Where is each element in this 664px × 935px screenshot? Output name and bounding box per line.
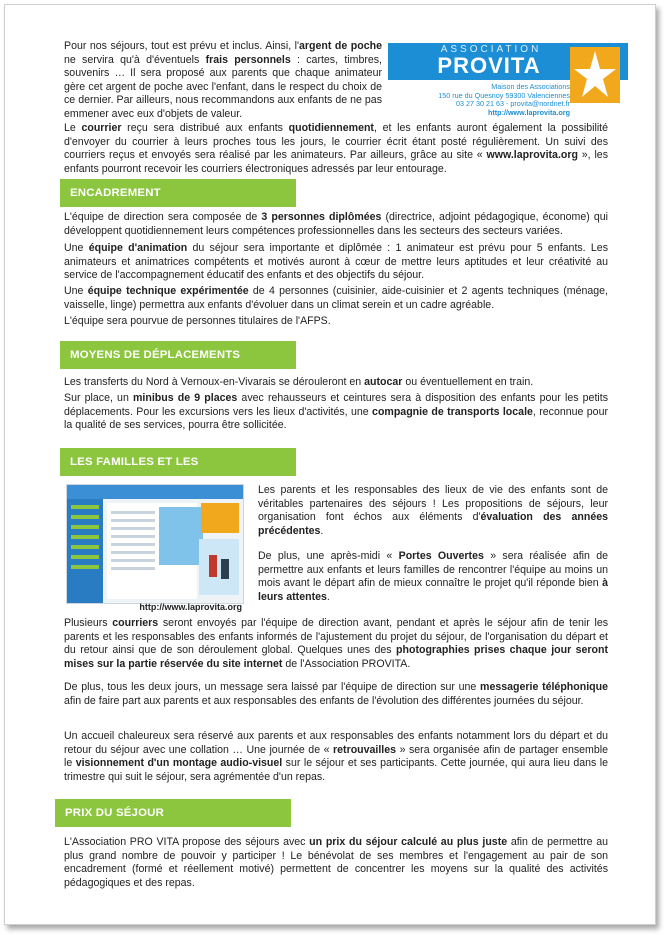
skier-figure <box>221 559 229 579</box>
bold-text: retrouvailles <box>333 743 397 756</box>
deplacements-paragraph-2: Sur place, un minibus de 9 places avec rehausseurs et ceintures sera à disposition des enfants pour les petits déplacements. Pour les excursions vers les lieux d'activités, une compagnie de transports locale, reconnue pour la qualité de ses services, pourra être sollicitée. <box>64 392 608 432</box>
bold-text: argent de poche <box>299 40 382 52</box>
screenshot-photo <box>201 503 239 533</box>
bold-text: courrier <box>81 122 122 134</box>
bold-text: www.laprovita.org <box>486 149 578 162</box>
bold-text: autocar <box>364 376 403 388</box>
deplacements-paragraph-1: Les transferts du Nord à Vernoux-en-Vivarais se dérouleront en autocar ou éventuellement en train. <box>64 376 534 388</box>
bold-text: visionnement d'un montage audio-visuel <box>75 757 283 770</box>
logo-website: http://www.laprovita.org <box>488 107 570 117</box>
bold-text: équipe d'animation <box>88 242 188 254</box>
logo-address-line: 150 rue du Quesnoy 59300 Valenciennes <box>438 90 570 100</box>
logo-address <box>388 83 570 117</box>
screenshot-text-lines <box>111 511 155 575</box>
screenshot-ski-photo <box>199 539 239 595</box>
bold-text: évaluation des années précédentes <box>258 511 609 537</box>
screenshot-topbar <box>67 485 243 499</box>
encadrement-paragraph-4: L'équipe sera pourvue de personnes titulaires de l'AFPS. <box>64 315 331 327</box>
bold-text: à leurs attentes <box>258 577 608 603</box>
section-header-encadrement: ENCADREMENT <box>60 179 296 207</box>
bold-text: équipe technique expérimentée <box>87 285 249 297</box>
website-screenshot-image <box>66 484 244 604</box>
skier-figure <box>209 555 217 577</box>
bold-text: 3 personnes diplômées <box>261 211 382 223</box>
provita-logo <box>388 43 628 123</box>
familles-paragraph-4: De plus, tous les deux jours, un message sera laissé par l'équipe de direction sur une messagerie téléphonique afin de faire part aux parents et aux responsables des enfants de l'évolution des différentes journées du séjour. <box>64 681 608 707</box>
familles-paragraph-5: Un accueil chaleureux sera réservé aux parents et aux responsables des enfants notamment lors du départ et du retour du séjour avec une collation … Une journée de « retrouvailles » sera organisée afin de partager ensemble le visionnement d'un montage audio-visuel sur le séjour et ses participants. Cette journée, qui aura lieu dans le trimestre qui suit le séjour, sera agrémentée d'un repas. <box>64 730 608 783</box>
logo-provita-text: PROVITA <box>437 53 541 78</box>
bold-text: courriers <box>112 617 159 629</box>
section-header-familles: LES FAMILLES ET LES <box>60 448 296 476</box>
encadrement-paragraph-2: Une équipe d'animation du séjour sera importante et diplômée : 1 animateur est prévu pour 5 enfants. Les animateurs et animatrices compétents et motivés auront à cœur de mettre leurs aptitudes et leur créativité au service de l'accompagnement éducatif des enfants et des objectifs du séjour. <box>64 242 608 282</box>
section-header-prix: PRIX DU SÉJOUR <box>55 799 291 827</box>
screenshot-poster <box>159 507 203 565</box>
bold-text: quotidiennement <box>288 122 374 134</box>
familles-paragraph-3: Plusieurs courriers seront envoyés par l'équipe de direction avant, pendant et après le séjour afin de tenir les parents et les responsables des enfants informés de l'ajustement du projet du séjour, de l'organisation du départ et du retour ainsi que de son déroulement global. Quelques unes des photographies prises chaque jour seront mises sur la partie réservée du site internet de l'Association PROVITA. <box>64 617 609 670</box>
screenshot-sidebar <box>67 499 103 603</box>
logo-address-line: 03 27 30 21 63 - provita@nordnet.fr <box>456 99 570 109</box>
encadrement-paragraph-3: Une équipe technique expérimentée de 4 personnes (cuisinier, aide-cuisinier et 2 agents techniques (ménage, vaisselle, linge) permettra aux enfants d'évoluer dans un climat serein et un cadre agréable. <box>64 285 608 311</box>
bold-text: Portes Ouvertes <box>398 550 484 562</box>
bold-text: compagnie de transports locale <box>372 405 533 418</box>
logo-association-text: ASSOCIATION <box>440 44 542 55</box>
encadrement-paragraph-1: L'équipe de direction sera composée de 3 personnes diplômées (directrice, adjoint pédagogique, économe) qui développent quotidiennement leurs compétences professionnelles dans les secteurs des secteurs variées. <box>64 211 609 237</box>
intro-paragraph-2: Le courrier reçu sera distribué aux enfants quotidiennement, et les enfants auront également la possibilité d'envoyer du courrier à leurs proches tous les jours, le courrier écrit étant posté régulièrement. Un suivi des courriers reçus et envoyés sera réalisé par les animateurs. Par ailleurs, grâce au site « www.laprovita.org », les enfants pourront recevoir les courriers électroniques adressés par leur entourage. <box>64 122 609 175</box>
section-header-deplacements: MOYENS DE DÉPLACEMENTS <box>60 341 296 369</box>
familles-paragraph-1: Les parents et les responsables des lieux de vie des enfants sont de véritables partenaires des séjours ! Les propositions de séjours, leur organisation font échos aux éléments d'évaluation des années précédentes. <box>258 484 609 537</box>
logo-address-line: Maison des Associations <box>491 82 570 91</box>
bold-text: photographies prises chaque jour seront mises sur la partie réservée du site internet <box>64 644 609 670</box>
bold-text: frais personnels <box>205 53 291 66</box>
prix-paragraph-1: L'Association PRO VITA propose des séjours avec un prix du séjour calculé au plus juste afin de permettre au plus grand nombre de pouvoir y participer ! Le bénévolat de ses membres et l'engagement au pair de son encadrement (formé et réellement motivé) permettent de concentrer les moyens sur la qualité des activités pédagogiques et des repas. <box>64 836 608 889</box>
familles-paragraph-2: De plus, une après-midi « Portes Ouvertes » sera réalisée afin de permettre aux enfants et leurs familles de rencontrer l'équipe au moins un mois avant le départ afin de mieux connaître le projet qu'il réponde bien à leurs attentes. <box>258 550 609 603</box>
intro-paragraph-1: Pour nos séjours, tout est prévu et inclus. Ainsi, l'argent de poche ne servira qu'à d'éventuels frais personnels : cartes, timbres, souvenirs … Il sera proposé aux parents que chaque animateur gère cet argent de poche avec l'enfant, dans le respect du choix de ce dernier. Par ailleurs, nous recommandons aux enfants de ne pas emmener avec eux d'objets de valeur. <box>64 40 382 120</box>
bold-text: un prix du séjour calculé au plus juste <box>309 836 508 848</box>
image-caption: http://www.laprovita.org <box>139 602 242 612</box>
bold-text: messagerie téléphonique <box>480 681 608 693</box>
bold-text: minibus de 9 places <box>132 392 238 404</box>
